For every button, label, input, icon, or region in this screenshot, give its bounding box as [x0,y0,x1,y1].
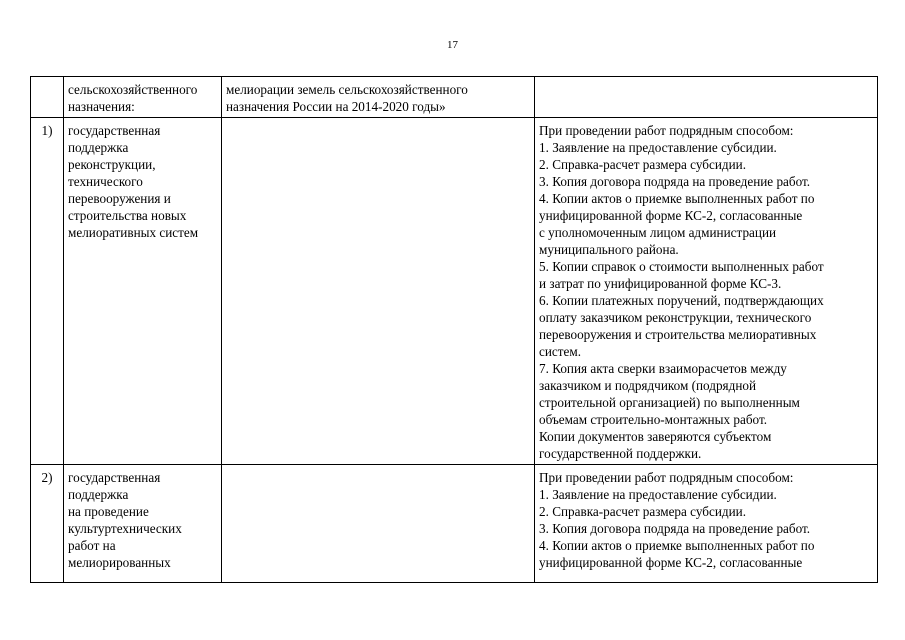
cell-line: назначения России на 2014-2020 годы» [226,99,446,114]
cell-line: 1. Заявление на предоставление субсидии. [539,140,777,155]
cell-line: на проведение [68,504,149,519]
cell-line: муниципального района. [539,242,679,257]
cell-line: поддержка [68,140,129,155]
cell-line: 2. Справка-расчет размера субсидии. [539,157,747,172]
cell-line: 2. Справка-расчет размера субсидии. [539,504,747,519]
cell-line: государственная [68,470,161,485]
cell-line: 1. Заявление на предоставление субсидии. [539,487,777,502]
cell-line: государственной поддержки. [539,446,702,461]
cell-program [222,465,535,583]
cell-line: 4. Копии актов о приемке выполненных работ по [539,538,815,553]
cell-number: 1) [31,118,64,465]
cell-line: При проведении работ подрядным способом: [539,123,794,138]
cell-line: мелиоративных систем [68,225,199,240]
cell-line: мелиорированных [68,555,171,570]
cell-line: При проведении работ подрядным способом: [539,470,794,485]
cell-line: назначения: [68,99,135,114]
cell-line: сельскохозяйственного [68,82,198,97]
cell-line: строительной организацией) по выполненным [539,395,800,410]
cell-name [64,465,222,583]
cell-line: с уполномоченным лицом администрации [539,225,777,240]
cell-line: мелиорации земель сельскохозяйственного [226,82,468,97]
cell-name [64,77,222,118]
cell-line: Копии документов заверяются субъектом [539,429,772,444]
cell-line: 5. Копии справок о стоимости выполненных работ [539,259,824,274]
cell-line: унифицированной форме КС-2, согласованные [539,555,803,570]
cell-line: технического [68,174,143,189]
cell-program [222,77,535,118]
cell-line: 3. Копия договора подряда на проведение работ. [539,521,811,536]
cell-documents [535,77,878,118]
cell-line: 6. Копии платежных поручений, подтверждающих [539,293,824,308]
cell-line: перевооружения и строительства мелиоративных [539,327,817,342]
table-row-continuation [31,77,878,118]
cell-line: систем. [539,344,582,359]
cell-line: 3. Копия договора подряда на проведение работ. [539,174,811,189]
cell-line: реконструкции, [68,157,156,172]
cell-line: строительства новых [68,208,187,223]
cell-line: и затрат по унифицированной форме КС-3. [539,276,782,291]
cell-line: 4. Копии актов о приемке выполненных работ по [539,191,815,206]
table-row-1 [31,118,878,465]
cell-line: оплату заказчиком реконструкции, технического [539,310,812,325]
cell-number [31,77,64,118]
cell-line: культуртехнических [68,521,182,536]
cell-line: перевооружения и [68,191,171,206]
requirements-table [30,76,878,583]
cell-line: унифицированной форме КС-2, согласованные [539,208,803,223]
cell-program [222,118,535,465]
cell-line: заказчиком и подрядчиком (подрядной [539,378,757,393]
cell-name [64,118,222,465]
cell-documents [535,465,878,583]
page-number: 17 [447,39,458,51]
cell-number: 2) [31,465,64,583]
cell-line: поддержка [68,487,129,502]
cell-line: работ на [68,538,116,553]
cell-line: объемам строительно-монтажных работ. [539,412,768,427]
table-row-2 [31,465,878,583]
cell-line: 7. Копия акта сверки взаиморасчетов между [539,361,787,376]
cell-line: государственная [68,123,161,138]
cell-documents [535,118,878,465]
